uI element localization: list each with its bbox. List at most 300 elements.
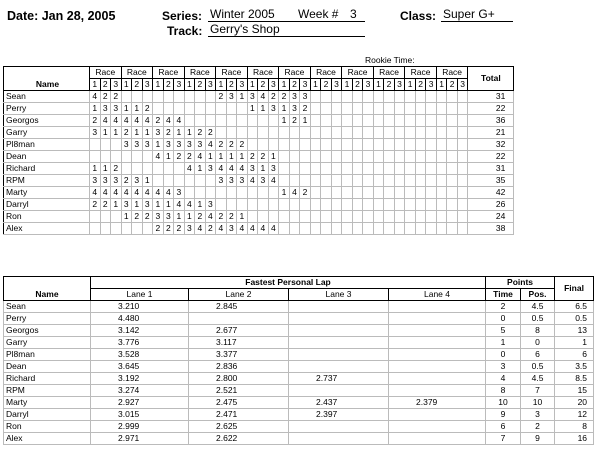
lane-position: [300, 175, 311, 187]
driver-name: Alex: [4, 433, 91, 445]
lane-position: [426, 151, 437, 163]
lane-position: [174, 91, 185, 103]
race-header: Race: [405, 67, 437, 79]
lane-position: [363, 223, 374, 235]
lane-position: [352, 163, 363, 175]
driver-name: Sean: [4, 301, 91, 313]
lane-position: 3: [268, 163, 279, 175]
lane-position: [394, 175, 405, 187]
pos-header: Pos.: [521, 289, 555, 301]
lap-time: [389, 373, 486, 385]
lane-position: 1: [132, 199, 143, 211]
lane-position: [447, 163, 458, 175]
lane-position: 4: [111, 115, 122, 127]
lane-position: 1: [100, 163, 111, 175]
lane-position: [394, 211, 405, 223]
total-value: 22: [468, 103, 514, 115]
lane-position: [415, 127, 426, 139]
lane-position: [300, 163, 311, 175]
driver-name: Garry: [4, 337, 91, 349]
lane-position: [373, 187, 384, 199]
lane-position: 2: [205, 223, 216, 235]
final-points: 20: [555, 397, 594, 409]
lane-position: [342, 175, 353, 187]
class-label: Class:: [400, 9, 437, 23]
lane-number: 2: [258, 79, 269, 91]
time-points: 8: [486, 385, 521, 397]
table-row: [4, 385, 594, 397]
lane-position: 4: [111, 187, 122, 199]
lane-position: 1: [121, 103, 132, 115]
lane-position: 1: [237, 91, 248, 103]
lane-position: [258, 115, 269, 127]
table-row: [4, 115, 514, 127]
lane-position: [247, 139, 258, 151]
lane-position: [300, 211, 311, 223]
lane-position: 4: [153, 187, 164, 199]
lane-position: [174, 103, 185, 115]
lane-position: [289, 175, 300, 187]
lane-position: [111, 139, 122, 151]
lane-position: [226, 115, 237, 127]
lane-position: 2: [100, 199, 111, 211]
lap-time: 2.622: [189, 433, 289, 445]
lane-position: 1: [90, 103, 101, 115]
lane-position: 1: [184, 127, 195, 139]
driver-name: Pl8man: [4, 349, 91, 361]
table-row: [4, 313, 594, 325]
lap-time: [289, 349, 389, 361]
lap-time: 3.015: [91, 409, 189, 421]
lane-position: [279, 127, 290, 139]
driver-name: Marty: [4, 187, 90, 199]
lane-position: [310, 127, 321, 139]
lane-position: [447, 199, 458, 211]
lane-position: [384, 175, 395, 187]
total-value: 32: [468, 139, 514, 151]
lane-position: [184, 103, 195, 115]
lane-position: 1: [174, 127, 185, 139]
lane-position: 2: [100, 91, 111, 103]
lane-position: [100, 139, 111, 151]
lane-position: 3: [142, 139, 153, 151]
lane-position: [352, 115, 363, 127]
lap-time: 2.521: [189, 385, 289, 397]
total-value: 22: [468, 151, 514, 163]
lane-position: [405, 175, 416, 187]
lane-position: 1: [258, 103, 269, 115]
lap-time: [189, 313, 289, 325]
lane-position: [373, 223, 384, 235]
final-points: 13: [555, 325, 594, 337]
lane-position: [279, 199, 290, 211]
position-points: 3: [521, 409, 555, 421]
lane-position: [394, 163, 405, 175]
lane-position: [331, 163, 342, 175]
series-label: Series:: [162, 9, 203, 23]
driver-name: Sean: [4, 91, 90, 103]
lane-number: 1: [90, 79, 101, 91]
lane-position: [363, 211, 374, 223]
race-header: Race: [153, 67, 185, 79]
lane-position: [321, 151, 332, 163]
lane-number: 1: [436, 79, 447, 91]
lane-position: [90, 211, 101, 223]
lane-position: [415, 91, 426, 103]
lane-position: [352, 199, 363, 211]
lane-position: 4: [268, 223, 279, 235]
lane-position: 4: [289, 187, 300, 199]
lane-position: 2: [226, 139, 237, 151]
lane-position: [405, 103, 416, 115]
lane-position: [447, 103, 458, 115]
lane-position: [405, 139, 416, 151]
lane-number: 2: [352, 79, 363, 91]
lane-position: [153, 163, 164, 175]
lap-time: 2.677: [189, 325, 289, 337]
lane-position: 3: [247, 163, 258, 175]
lane-position: [436, 187, 447, 199]
lane-position: [436, 127, 447, 139]
lane-position: [457, 139, 468, 151]
lane-number: 1: [342, 79, 353, 91]
lane-position: [142, 151, 153, 163]
lane-position: [426, 211, 437, 223]
lane-position: 4: [90, 187, 101, 199]
lane-position: [258, 211, 269, 223]
lane-position: [363, 103, 374, 115]
race-results-table: [3, 66, 514, 235]
lane-position: [237, 115, 248, 127]
lane-position: 3: [121, 199, 132, 211]
lane-position: [436, 223, 447, 235]
table-row: [4, 199, 514, 211]
lane-position: [426, 91, 437, 103]
lap-time: 2.737: [289, 373, 389, 385]
lane-position: [415, 175, 426, 187]
lane-position: [426, 187, 437, 199]
lane-position: [342, 115, 353, 127]
lane-position: 3: [237, 175, 248, 187]
lane-position: [331, 175, 342, 187]
lane-position: [384, 115, 395, 127]
lane-position: 2: [289, 115, 300, 127]
lane-position: 2: [300, 103, 311, 115]
table-row: [4, 151, 514, 163]
lane-position: [352, 127, 363, 139]
lane-position: [111, 211, 122, 223]
lane-number: 2: [100, 79, 111, 91]
lap-time: 2.437: [289, 397, 389, 409]
lane-position: 2: [268, 91, 279, 103]
lane-position: [426, 127, 437, 139]
lane-position: [310, 115, 321, 127]
lane-position: [310, 163, 321, 175]
lane-position: 1: [142, 175, 153, 187]
driver-name: RPM: [4, 175, 90, 187]
lap-time: [289, 337, 389, 349]
lane-position: 3: [174, 139, 185, 151]
race-header: Race: [342, 67, 374, 79]
lane-position: [363, 151, 374, 163]
lap-time: 2.625: [189, 421, 289, 433]
name-header: Name: [4, 277, 91, 301]
lane-position: 4: [237, 163, 248, 175]
lane-position: [279, 139, 290, 151]
lane-position: [352, 223, 363, 235]
lane-position: [394, 187, 405, 199]
position-points: 4.5: [521, 301, 555, 313]
lane-position: [394, 91, 405, 103]
lane-position: [447, 151, 458, 163]
lap-time: [389, 325, 486, 337]
lane-position: [415, 199, 426, 211]
lane-position: 3: [184, 223, 195, 235]
lane-position: [405, 187, 416, 199]
lane-position: [268, 115, 279, 127]
lap-time: 2.927: [91, 397, 189, 409]
lane-position: [436, 151, 447, 163]
lap-time: [389, 301, 486, 313]
lane-position: 3: [163, 211, 174, 223]
lane-position: [394, 223, 405, 235]
final-header: Final: [555, 277, 594, 301]
position-points: 4.5: [521, 373, 555, 385]
lap-time: [389, 421, 486, 433]
lane-position: [352, 91, 363, 103]
lane-position: [310, 187, 321, 199]
lane-position: 1: [268, 151, 279, 163]
class-value: Super G+: [441, 8, 513, 22]
lane-position: [205, 103, 216, 115]
table-row: [4, 409, 594, 421]
lane-position: [279, 163, 290, 175]
final-points: 16: [555, 433, 594, 445]
lane-position: [195, 115, 206, 127]
driver-name: Georgos: [4, 325, 91, 337]
lane-position: [457, 163, 468, 175]
lane-position: [342, 139, 353, 151]
lane-position: [405, 163, 416, 175]
lane-position: 2: [111, 91, 122, 103]
lane-position: [394, 199, 405, 211]
lane-position: 2: [279, 91, 290, 103]
lane-position: [426, 115, 437, 127]
lane-position: [310, 175, 321, 187]
lane-position: [363, 199, 374, 211]
lane-position: [373, 91, 384, 103]
lane-position: [342, 199, 353, 211]
lane-position: [300, 199, 311, 211]
lane-position: [457, 127, 468, 139]
lane-position: [142, 163, 153, 175]
lane-position: [384, 127, 395, 139]
lane-number: 2: [163, 79, 174, 91]
lane-position: [258, 187, 269, 199]
lap-time: [289, 433, 389, 445]
lane-position: [384, 139, 395, 151]
lane-position: 1: [184, 211, 195, 223]
lane-position: 4: [174, 115, 185, 127]
race-header: Race: [436, 67, 468, 79]
lane-position: 4: [121, 187, 132, 199]
lane-position: 1: [279, 115, 290, 127]
lane-position: [310, 139, 321, 151]
race-header: Race: [247, 67, 279, 79]
lane-position: [457, 115, 468, 127]
lap-time: 2.397: [289, 409, 389, 421]
lane-number: 2: [132, 79, 143, 91]
lane-position: 1: [100, 127, 111, 139]
lane-position: [184, 175, 195, 187]
lane-position: [237, 103, 248, 115]
table-row: [4, 361, 594, 373]
lane-position: 4: [132, 187, 143, 199]
lane-position: 2: [142, 211, 153, 223]
lap-time: [389, 409, 486, 421]
lane-position: [384, 187, 395, 199]
lane-header: Lane 4: [389, 289, 486, 301]
lane-position: 4: [142, 115, 153, 127]
time-points: 0: [486, 313, 521, 325]
lane-position: [205, 175, 216, 187]
driver-name: Perry: [4, 313, 91, 325]
lane-position: [436, 103, 447, 115]
lane-number: 2: [447, 79, 458, 91]
lane-position: [426, 199, 437, 211]
lane-position: [247, 115, 258, 127]
lane-position: 2: [111, 163, 122, 175]
lane-position: 2: [174, 223, 185, 235]
lane-position: 4: [163, 115, 174, 127]
driver-name: Darryl: [4, 199, 90, 211]
lane-position: 3: [226, 223, 237, 235]
lane-number: 1: [405, 79, 416, 91]
lane-position: [216, 199, 227, 211]
lane-position: [121, 223, 132, 235]
total-value: 36: [468, 115, 514, 127]
lane-position: 4: [237, 223, 248, 235]
lap-time: [289, 421, 389, 433]
total-value: 26: [468, 199, 514, 211]
lane-position: 2: [121, 127, 132, 139]
lane-position: [373, 163, 384, 175]
driver-name: Garry: [4, 127, 90, 139]
lane-position: [415, 115, 426, 127]
lane-position: [195, 103, 206, 115]
lane-position: [321, 211, 332, 223]
lane-position: [142, 223, 153, 235]
lane-position: 3: [205, 199, 216, 211]
lane-position: 4: [100, 187, 111, 199]
lane-position: [373, 139, 384, 151]
lane-position: [426, 103, 437, 115]
driver-name: Dean: [4, 151, 90, 163]
lane-position: [205, 91, 216, 103]
lane-position: 4: [268, 175, 279, 187]
lane-position: [436, 175, 447, 187]
lane-position: [342, 211, 353, 223]
table-row: [4, 433, 594, 445]
lane-position: [373, 103, 384, 115]
lane-position: [321, 115, 332, 127]
lane-position: [321, 127, 332, 139]
lap-time: 3.192: [91, 373, 189, 385]
lane-position: 4: [163, 187, 174, 199]
lane-position: [153, 103, 164, 115]
lane-number: 3: [363, 79, 374, 91]
final-points: 6.5: [555, 301, 594, 313]
track-value: Gerry's Shop: [208, 23, 365, 37]
lane-position: 1: [90, 163, 101, 175]
lane-position: [268, 139, 279, 151]
lane-position: [394, 127, 405, 139]
lane-position: [310, 151, 321, 163]
lane-position: [447, 127, 458, 139]
lane-position: 4: [153, 151, 164, 163]
driver-name: Richard: [4, 163, 90, 175]
lane-position: [394, 139, 405, 151]
lane-position: 2: [216, 91, 227, 103]
lane-number: 2: [384, 79, 395, 91]
lane-position: 3: [153, 211, 164, 223]
lane-position: [279, 175, 290, 187]
lane-position: 4: [132, 115, 143, 127]
lane-position: 2: [132, 211, 143, 223]
lane-position: [405, 151, 416, 163]
lap-time: [289, 325, 389, 337]
lap-time: 3.377: [189, 349, 289, 361]
lane-position: [247, 199, 258, 211]
lane-position: 1: [195, 199, 206, 211]
lane-position: [300, 139, 311, 151]
table-row: [4, 337, 594, 349]
lane-position: [373, 151, 384, 163]
lane-position: [300, 151, 311, 163]
lap-time: 2.971: [91, 433, 189, 445]
lane-position: 3: [174, 187, 185, 199]
lane-position: 2: [195, 211, 206, 223]
total-value: 42: [468, 187, 514, 199]
lane-position: [300, 127, 311, 139]
lane-position: [100, 151, 111, 163]
lane-position: [384, 163, 395, 175]
lane-position: [184, 187, 195, 199]
lane-position: [258, 139, 269, 151]
lane-position: [457, 175, 468, 187]
table-row: [4, 223, 514, 235]
lane-position: 3: [153, 127, 164, 139]
lane-position: [457, 211, 468, 223]
table-row: [4, 175, 514, 187]
lane-position: [352, 139, 363, 151]
lane-position: 2: [121, 175, 132, 187]
lane-position: [436, 199, 447, 211]
lane-header: Lane 2: [189, 289, 289, 301]
lane-position: 2: [153, 223, 164, 235]
lane-position: [321, 163, 332, 175]
lane-position: [384, 199, 395, 211]
lane-position: [163, 175, 174, 187]
lane-position: [237, 127, 248, 139]
lane-position: [247, 211, 258, 223]
lane-position: [289, 151, 300, 163]
lane-position: [132, 163, 143, 175]
lane-position: [426, 139, 437, 151]
lap-time: [289, 301, 389, 313]
lane-header: Lane 1: [91, 289, 189, 301]
lane-position: 3: [142, 199, 153, 211]
